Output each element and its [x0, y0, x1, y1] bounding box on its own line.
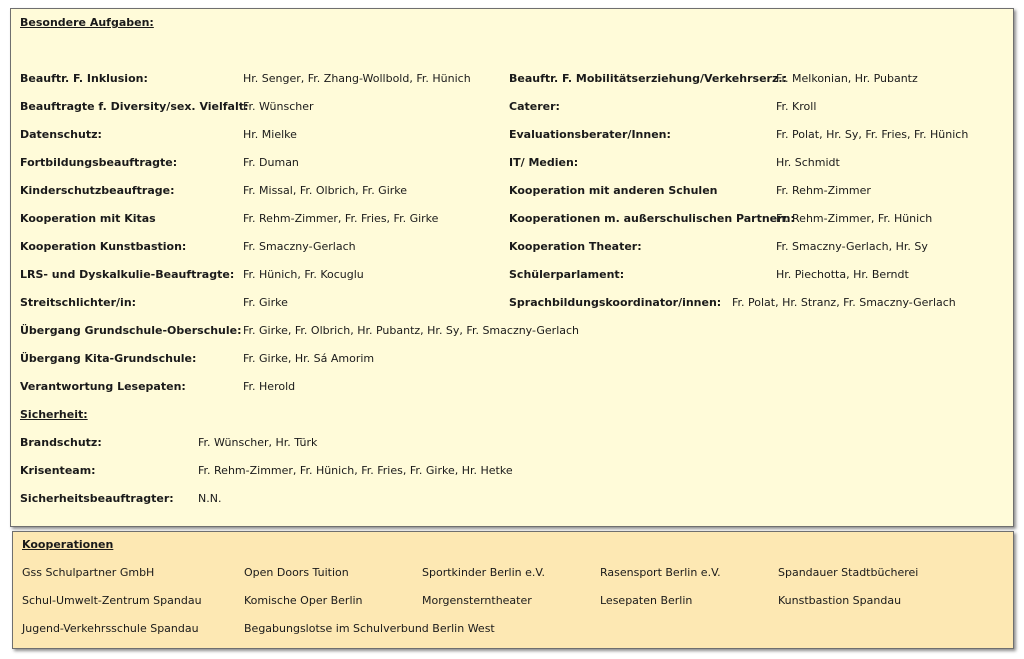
task-value: Hr. Piechotta, Hr. Berndt [776, 268, 909, 281]
task-label: Streitschlichter/in: [20, 296, 137, 309]
task-label: Evaluationsberater/Innen: [509, 128, 671, 141]
task-value: Hr. Senger, Fr. Zhang-Wollbold, Fr. Hünich [243, 72, 471, 85]
task-value: Fr. Girke, Fr. Olbrich, Hr. Pubantz, Hr. Sy, Fr. Smaczny-Gerlach [243, 324, 580, 337]
task-label: IT/ Medien: [509, 156, 579, 169]
task-value: Fr. Melkonian, Hr. Pubantz [776, 72, 918, 85]
cooperation-partner: Begabungslotse im Schulverbund Berlin West [244, 622, 495, 635]
task-label: Beauftragte f. Diversity/sex. Vielfalt: [20, 100, 249, 113]
task-label: Schülerparlament: [509, 268, 625, 281]
cooperation-partner: Lesepaten Berlin [600, 594, 693, 607]
task-label: Beauftr. F. Mobilitätserziehung/Verkehrserz.: [509, 72, 787, 85]
task-value: Fr. Girke [243, 296, 288, 309]
task-label: Caterer: [509, 100, 560, 113]
task-value: Fr. Wünscher [243, 100, 314, 113]
task-label: Kooperation Theater: [509, 240, 642, 253]
task-label: Kooperation mit Kitas [20, 212, 156, 225]
safety-label: Krisenteam: [20, 464, 96, 477]
cooperation-partner: Kunstbastion Spandau [778, 594, 902, 607]
task-value: Fr. Kroll [776, 100, 817, 113]
section-heading-safety: Sicherheit: [20, 408, 88, 421]
task-value: Fr. Smaczny-Gerlach, Hr. Sy [776, 240, 928, 253]
section-heading-cooperations: Kooperationen [22, 538, 114, 551]
task-label: LRS- und Dyskalkulie-Beauftragte: [20, 268, 235, 281]
task-label: Kinderschutzbeauftrage: [20, 184, 175, 197]
task-value: Hr. Schmidt [776, 156, 840, 169]
cooperation-partner: Rasensport Berlin e.V. [600, 566, 721, 579]
task-label: Kooperationen m. außerschulischen Partnern: [509, 212, 795, 225]
task-value: Fr. Duman [243, 156, 299, 169]
cooperation-partner: Gss Schulpartner GmbH [22, 566, 155, 579]
cooperation-partner: Spandauer Stadtbücherei [778, 566, 919, 579]
safety-value: Fr. Rehm-Zimmer, Fr. Hünich, Fr. Fries, Fr. Girke, Hr. Hetke [198, 464, 513, 477]
task-label: Übergang Grundschule-Oberschule: [20, 324, 242, 337]
task-label: Übergang Kita-Grundschule: [20, 352, 197, 365]
task-label: Kooperation Kunstbastion: [20, 240, 187, 253]
task-label: Beauftr. F. Inklusion: [20, 72, 148, 85]
safety-value: Fr. Wünscher, Hr. Türk [198, 436, 318, 449]
cooperation-partner: Jugend-Verkehrsschule Spandau [22, 622, 199, 635]
task-label: Datenschutz: [20, 128, 102, 141]
task-label: Kooperation mit anderen Schulen [509, 184, 718, 197]
safety-label: Sicherheitsbeauftragter: [20, 492, 174, 505]
task-label: Fortbildungsbeauftragte: [20, 156, 178, 169]
task-value: Fr. Missal, Fr. Olbrich, Fr. Girke [243, 184, 408, 197]
task-value: Fr. Hünich, Fr. Kocuglu [243, 268, 364, 281]
task-value: Fr. Rehm-Zimmer, Fr. Hünich [776, 212, 933, 225]
task-value: Fr. Polat, Hr. Sy, Fr. Fries, Fr. Hünich [776, 128, 969, 141]
task-value: Fr. Rehm-Zimmer [776, 184, 871, 197]
task-value: Hr. Mielke [243, 128, 297, 141]
cooperation-partner: Morgensterntheater [422, 594, 532, 607]
task-value: Fr. Polat, Hr. Stranz, Fr. Smaczny-Gerlach [732, 296, 956, 309]
safety-value: N.N. [198, 492, 222, 505]
task-label: Verantwortung Lesepaten: [20, 380, 186, 393]
cooperation-partner: Sportkinder Berlin e.V. [422, 566, 545, 579]
cooperation-partner: Open Doors Tuition [244, 566, 349, 579]
task-value: Fr. Girke, Hr. Sá Amorim [243, 352, 375, 365]
task-value: Fr. Rehm-Zimmer, Fr. Fries, Fr. Girke [243, 212, 439, 225]
section-heading-special-tasks: Besondere Aufgaben: [20, 16, 154, 29]
cooperation-partner: Komische Oper Berlin [244, 594, 363, 607]
cooperation-partner: Schul-Umwelt-Zentrum Spandau [22, 594, 202, 607]
safety-label: Brandschutz: [20, 436, 102, 449]
task-value: Fr. Herold [243, 380, 296, 393]
task-label: Sprachbildungskoordinator/innen: [509, 296, 722, 309]
task-value: Fr. Smaczny-Gerlach [243, 240, 356, 253]
